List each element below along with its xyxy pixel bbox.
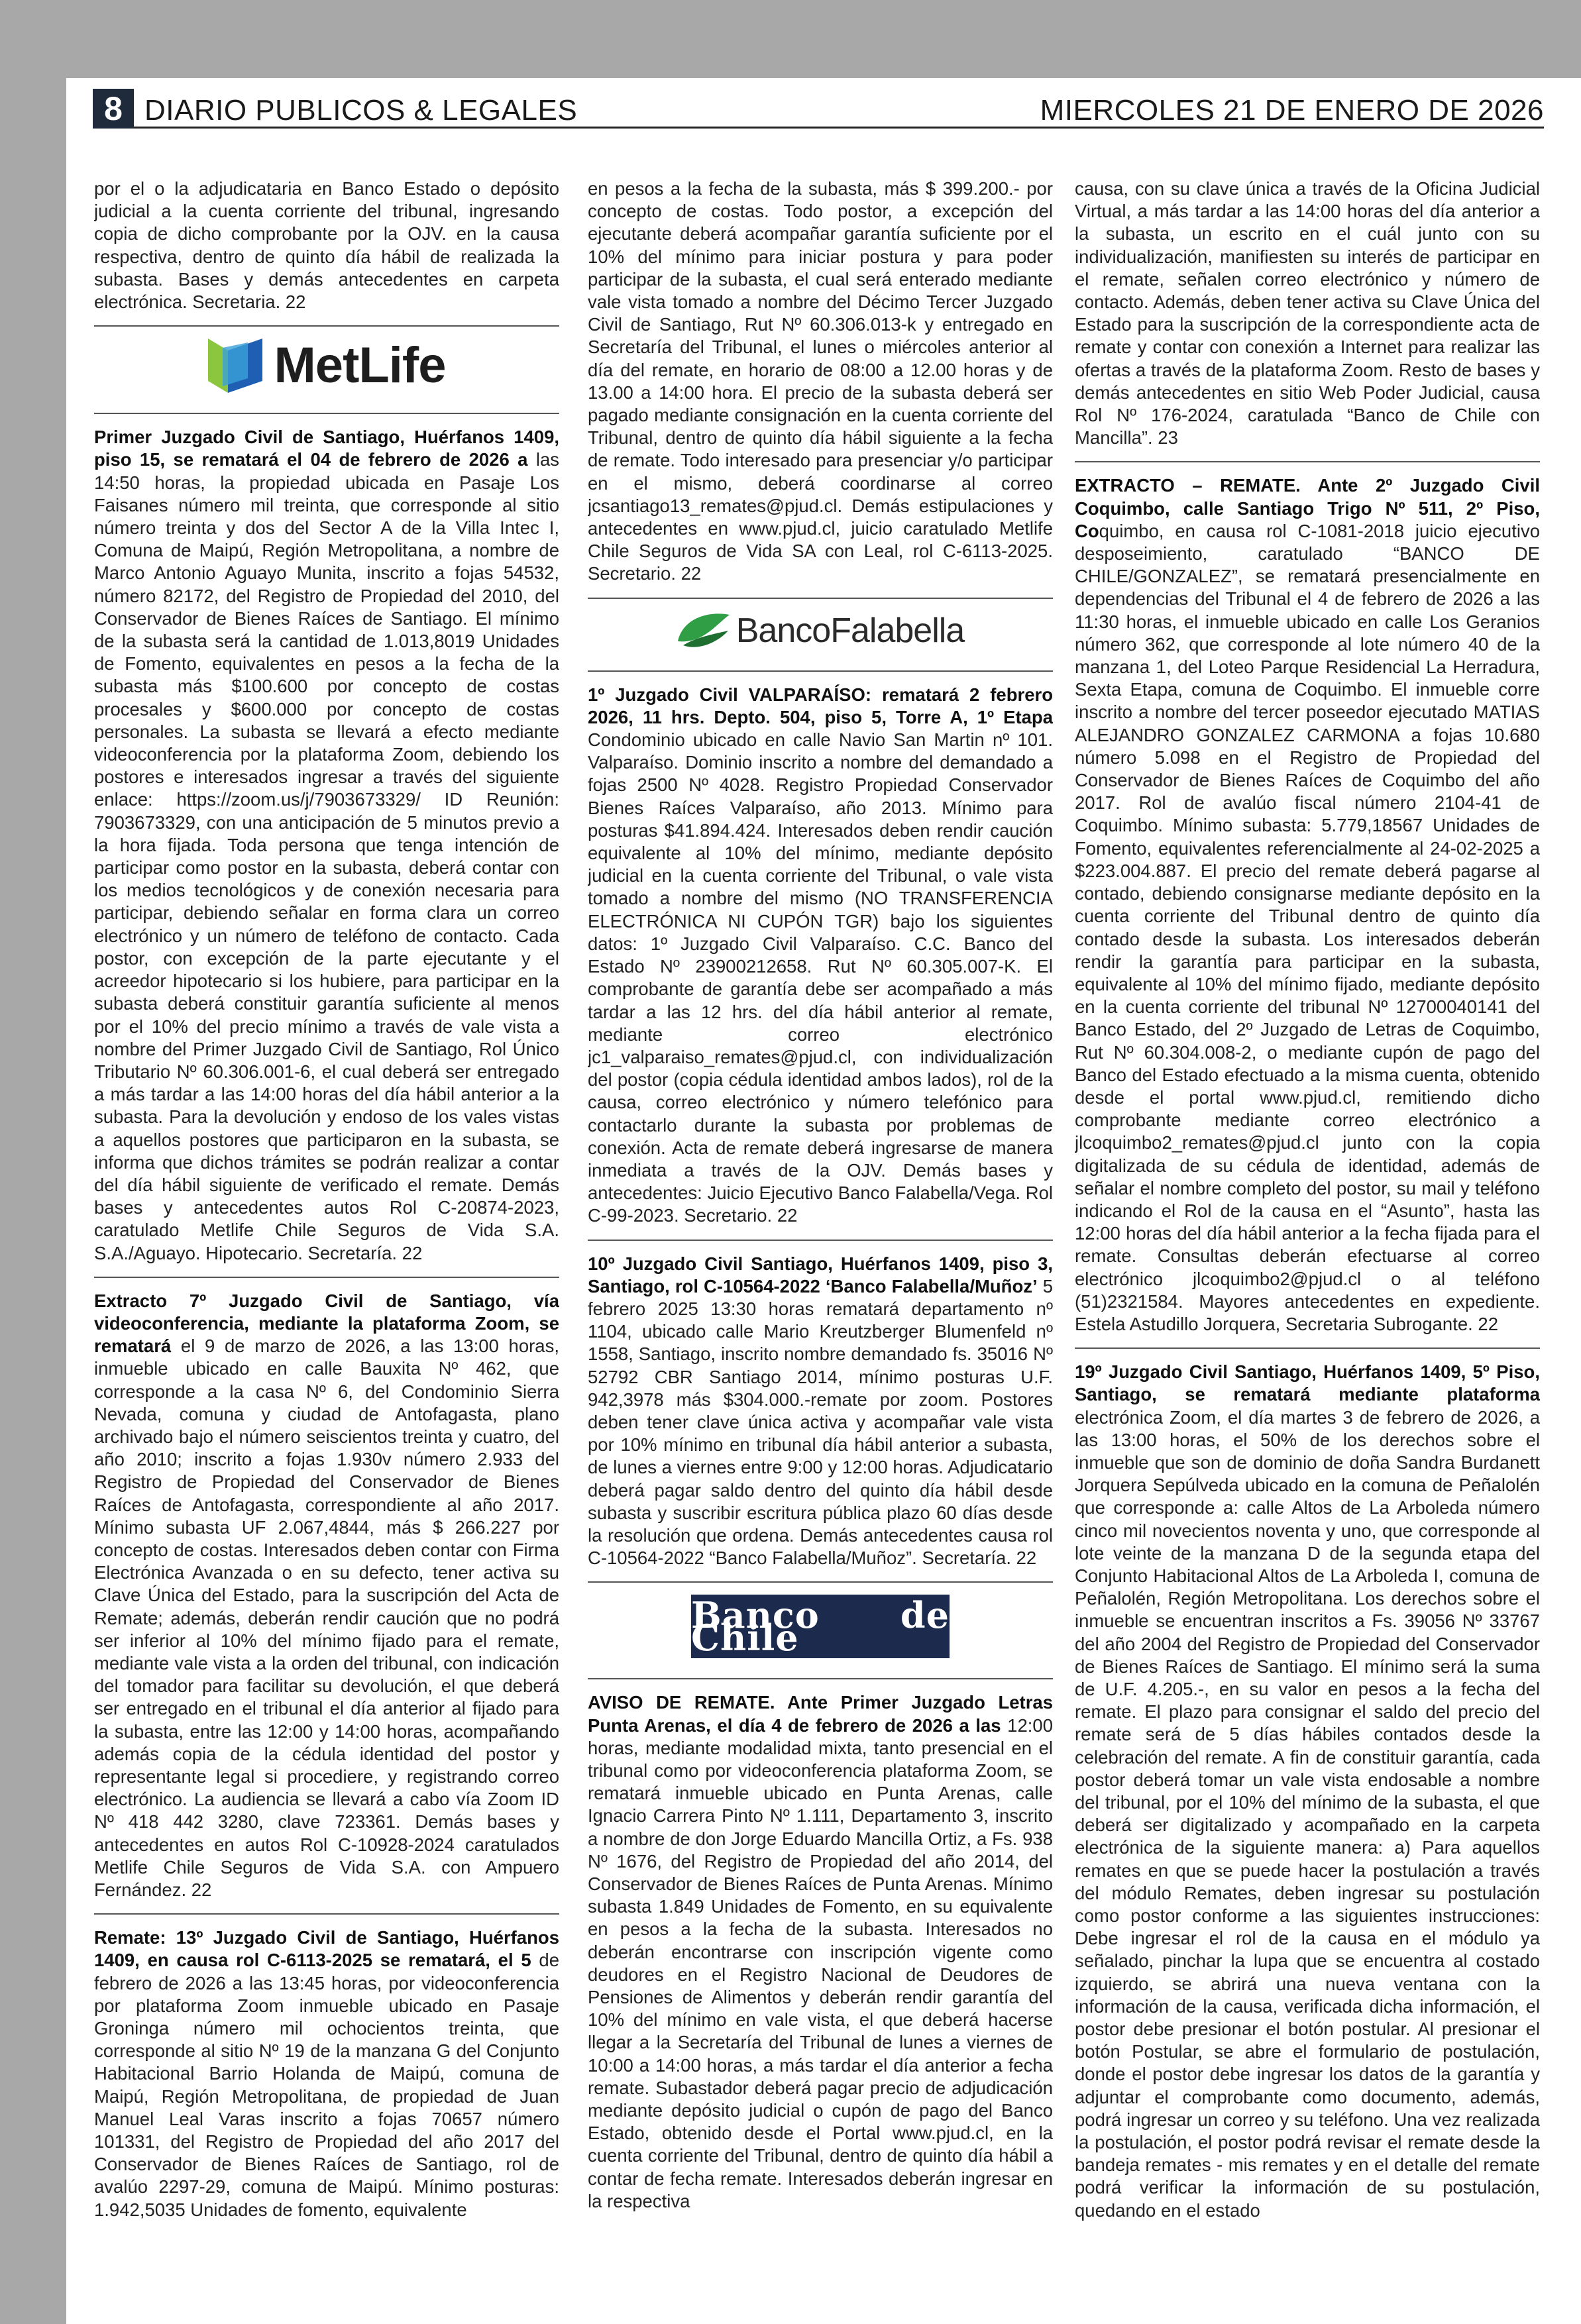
- notice: [94, 1290, 559, 1901]
- divider: [1075, 461, 1540, 462]
- metlife-mark-icon: [208, 339, 262, 393]
- divider: [588, 1678, 1053, 1679]
- notice-continuation: en pesos a la fecha de la subasta, más $ 399.200.- por concepto de costas. Todo postor, a excepción del ejecutante deberá acompañar garantía suficiente por el 10% del mínimo para iniciar postura y para poder participar de la subasta, el cual será enterado mediante vale vista tomado a nombre del Décimo Tercer Juzgado Civil de Santiago, Rut Nº 60.306.013-k y entregado en Secretaría del Tribunal, el lunes o miércoles anterior al día del remate, en horario de 08:00 a 12.00 horas y de 13.00 a 14:00 hora. El precio de la subasta deberá ser pagado mediante consignación en la cuenta corriente del Tribunal, dentro de quinto día hábil siguiente a la fecha de remate. Todo interesado para presenciar y/o participar en el mismo, deberá coordinarse al correo jcsantiago13_remates@pjud.cl. Demás estipulaciones y antecedentes en www.pjud.cl, juicio caratulado Metlife Chile Seguros de Vida SA con Leal, rol C-6113-2025. Secretario. 22: [588, 178, 1053, 584]
- column-2: [588, 178, 1053, 2271]
- divider: [1075, 1347, 1540, 1349]
- notice-body: 12:00 horas, mediante modalidad mixta, tanto presencial en el tribunal como por videoconferencia plataforma Zoom, se rematará inmueble ubicado en Punta Arenas, calle Ignacio Carrera Pinto Nº 1.111, Departamento 3, inscrito a nombre de don Jorge Eduardo Mancilla Ortiz, a Fs. 938 Nº 1676, del Registro de Propiedad del año 2014, del Conservador de Bienes Raíces de Punta Arenas. Mínimo subasta 1.849 Unidades de Fomento, en su equivalente en pesos a la fecha de la subasta. Interesados no deberán encontrarse con inscripción vigente como deudores en el Registro Nacional de Deudores de Pensiones de Alimentos y deberán rendir garantía del 10% del mínimo en vale vista, el que deberá hacerse llegar a la Secretaría del Tribunal de lunes a viernes de 10:00 a 14:00 horas, a más tardar el día anterior a fecha remate. Subastador deberá pagar precio de adjudicación mediante depósito judicial o cupón de pago del Banco Estado, obtenido desde el Portal www.pjud.cl, en la cuenta corriente del Tribunal, dentro de quinto día hábil a contar de fecha remate. Interesados deberán ingresar en la respectiva: [588, 1715, 1053, 2211]
- notice-body: las 14:50 horas, la propiedad ubicada en Pasaje Los Faisanes número mil treinta, que corresponde al sitio número treinta y dos del Sector A de la Villa Intec I, Comuna de Maipú, Región Metropolitana, a nombre de Marco Antonio Aguayo Munita, inscrito a fojas 54532, número 82172, del Registro de Propiedad del 2010, del Conservador de Bienes Raíces de Santiago. El mínimo de la subasta será la cantidad de 1.013,8019 Unidades de Fomento, equivalentes en pesos a la fecha de la subasta más $100.600 por concepto de costas procesales y $600.000 por concepto de costas personales. La subasta se llevará a efecto mediante videoconferencia por la plataforma Zoom, debiendo los postores e interesados ingresar a través del siguiente enlace: https://zoom.us/j/7903673329/ ID Reunión: 7903673329, con una anticipación de 5 minutos previo a la hora fijada. Toda persona que tenga intención de participar como postor en la subasta, deberá contar con los medios tecnológicos y de conexión necesaria para participar, debiendo señalar en forma clara un correo electrónico y un número de teléfono de contacto. Cada postor, con excepción de la parte ejecutante y el acreedor hipotecario si los hubiere, para participar en la subasta deberá constituir garantía suficiente al menos por el 10% del precio mínimo a través de vale vista a nombre del Primer Juzgado Civil de Santiago, Rol Único Tributario Nº 60.306.001-6, el cual deberá ser entregado a más tardar a las 14:00 horas del día hábil anterior a la subasta. Para la devolución y endoso de los vales vistas a aquellos postores que participaron en la subasta, se informa que dichos trámites se podrán realizar a contar del día hábil siguiente de verificado el remate. Demás bases y antecedentes autos Rol C-20874-2023, caratulado Metlife Chile Seguros de Vida S.A. S.A./Aguayo. Hipotecario. Secretaría. 22: [94, 449, 559, 1263]
- notice: [588, 1691, 1053, 2213]
- notice-heading: Remate: 13º Juzgado Civil de Santiago, Huérfanos 1409, en causa rol C-6113-2025 se rematará, el 5: [94, 1927, 559, 1971]
- notice: [588, 684, 1053, 1228]
- page-number: 8: [93, 89, 134, 129]
- falabella-word-banco: Banco: [736, 611, 831, 650]
- notice-heading: 19º Juzgado Civil Santiago, Huérfanos 1409, 5º Piso, Santiago, se rematará mediante plataforma: [1075, 1361, 1540, 1405]
- falabella-leaf-icon: [677, 611, 731, 651]
- notice-continuation: causa, con su clave única a través de la Oficina Judicial Virtual, a más tardar a las 14:00 horas del día anterior a la subasta, un escrito en el cuál junto con su individualización, manifiesten su interés de participar en el remate, señalen correo electrónico y número de contacto. Además, deben tener activa su Clave Única del Estado para la suscripción de la correspondiente acta de remate y contar con conexión a Internet para realizar las ofertas a través de la plataforma Zoom. Resto de bases y demás antecedentes en sitio Web Poder Judicial, causa Rol Nº 176-2024, caratulada “Banco de Chile con Mancilla”. 23: [1075, 178, 1540, 449]
- publication-name: DIARIO PUBLICOS & LEGALES: [144, 94, 578, 127]
- divider: [94, 1277, 559, 1278]
- column-3: [1075, 178, 1540, 2271]
- newspaper-page: [66, 78, 1581, 2324]
- notice: [588, 1253, 1053, 1570]
- metlife-logo: [94, 339, 559, 393]
- divider: [94, 413, 559, 414]
- notice: [1075, 1361, 1540, 2222]
- notice-heading: Extracto 7º Juzgado Civil de Santiago, vía videoconferencia, mediante la plataforma Zoom, se rematará: [94, 1290, 559, 1357]
- publication-date: MIERCOLES 21 DE ENERO DE 2026: [1040, 94, 1544, 127]
- notice-body: de febrero de 2026 a las 13:45 horas, por videoconferencia por plataforma Zoom inmueble ubicado en Pasaje Groninga número mil ochocientos treinta, que corresponde al sitio Nº 19 de la manzana G del Conjunto Habitacional Barrio Holanda de Maipú, comuna de Maipú, Región Metropolitana, de propiedad de Juan Manuel Leal Varas inscrito a fojas 70657 número 101331, del Registro de Propiedad del año 2017 del Conservador de Bienes Raíces de Santiago, rol de avalúo 2297-29, comuna de Maipú. Mínimo posturas: 1.942,5035 Unidades de fomento, equivalente: [94, 1950, 559, 2220]
- metlife-wordmark: MetLife: [274, 337, 446, 394]
- banco-de-chile-wordmark: Banco de Chile: [691, 1594, 950, 1660]
- notice-continuation: por el o la adjudicataria en Banco Estado o depósito judicial a la cuenta corriente del tribunal, ingresando copia de dicho comprobante por la OJV. en la causa respectiva, dentro de quinto día hábil de realizada la subasta. Bases y demás antecedentes en carpeta electrónica. Secretaria. 22: [94, 178, 559, 313]
- divider: [94, 325, 559, 327]
- banco-falabella-logo: [588, 611, 1053, 651]
- divider: [94, 1913, 559, 1915]
- banco-de-chile-logo: [588, 1595, 1053, 1658]
- column-1: [94, 178, 559, 2271]
- notice-heading: AVISO DE REMATE. Ante Primer Juzgado Letras Punta Arenas, el día 4 de febrero de 2026 a las: [588, 1692, 1053, 1736]
- notice: [94, 426, 559, 1265]
- notice-body: Condominio ubicado en calle Navio San Martin nº 101. Valparaíso. Dominio inscrito a nombre del demandado a fojas 2500 Nº 4028. Registro Propiedad Conservador Bienes Raíces Valparaíso, año 2013. Mínimo para posturas $41.894.424. Interesados deben rendir caución equivalente al 10% del mínimo, mediante depósito judicial en la cuenta corriente del Tribunal, o vale vista tomado a nombre del mismo (NO TRANSFERENCIA ELECTRÓNICA NI CUPÓN TGR) bajo los siguientes datos: 1º Juzgado Civil Valparaíso. C.C. Banco del Estado Nº 23900212658. Rut Nº 60.305.007-K. El comprobante de garantía debe ser acompañado a más tardar a las 12 hrs. del día hábil anterior al remate, mediante correo electrónico jc1_valparaiso_remates@pjud.cl, con individualización del postor (copia cédula identidad ambos lados), rol de la causa, correo electrónico y número telefónico para contactarlo durante la subasta por problemas de conexión. Acta de remate deberá ingresarse de manera inmediata a través de la OJV. Demás bases y antecedentes: Juicio Ejecutivo Banco Falabella/Vega. Rol C-99-2023. Secretario. 22: [588, 729, 1053, 1226]
- divider: [588, 1240, 1053, 1241]
- notice-body: quimbo, en causa rol C-1081-2018 juicio ejecutivo desposeimiento, caratulado “BANCO DE CHILE/GONZALEZ”, se rematará presencialmente en dependencias del Tribunal el 4 de febrero de 2026 a las 11:30 horas, el inmueble ubicado en calle Los Geranios número 362, que corresponde al lote número 40 de la manzana 1, del Loteo Parque Residencial La Herradura, Sexta Etapa, comuna de Coquimbo. El inmueble corre inscrito a nombre del tercer poseedor ejecutado MATIAS ALEJANDRO GONZALEZ CARMONA a fojas 10.680 número 5.098 en el Registro de Propiedad del Conservador de Bienes Raíces de Coquimbo del año 2017. Rol de avalúo fiscal número 2104-41 de Coquimbo. Mínimo subasta: 5.779,18567 Unidades de Fomento, equivalentes referencialmente al 24-02-2025 a $223.004.887. El precio del remate deberá pagarse al contado, debiendo consignarse mediante depósito en la cuenta corriente del Tribunal dentro de quinto día contado desde la subasta. Los interesados deberán rendir la garantía para participar en la subasta, equivalente al 10% del mínimo fijado, mediante depósito en la cuenta corriente del tribunal Nº 12700040141 del Banco Estado, del 2º Juzgado de Letras de Coquimbo, Rut Nº 60.304.008-2, o mediante cupón de pago del Banco del Estado efectuado a la misma cuenta, obtenido desde el portal www.pjud.cl, remitiendo dicho comprobante mediante correo electrónico a jlcoquimbo2_remates@pjud.cl junto con la copia digitalizada de su cédula de identidad, además de señalar el nombre completo del postor, su mail y teléfono indicando el Rol de la causa en el “Asunto”, hasta las 12:00 horas del día hábil anterior a la fecha fijada para el remate. Consultas deberán efectuarse al correo electrónico jlcoquimbo2@pjud.cl o al teléfono (51)2321584. Mayores antecedentes en expediente. Estela Astudillo Jorquera, Secretaria Subrogante. 22: [1075, 520, 1540, 1334]
- notice: [94, 1927, 559, 2221]
- notice: [1075, 474, 1540, 1336]
- notice-body: el 9 de marzo de 2026, a las 13:00 horas, inmueble ubicado en calle Bauxita Nº 462, que corresponde a la casa Nº 6, del Condominio Sierra Nevada, comuna y ciudad de Antofagasta, plano archivado bajo el número seiscientos treinta y cuatro, del año 2010; inscrito a fojas 1.930v número 2.933 del Registro de Propiedad del Conservador de Bienes Raíces de Antofagasta, correspondiente al año 2017. Mínimo subasta UF 2.067,4844, más $ 266.227 por concepto de costas. Interesados deben contar con Firma Electrónica Avanzada o en su defecto, tener activa su Clave Única del Estado, para la suscripción del Acta de Remate; además, deberán rendir caución que no podrá ser inferior al 10% del mínimo fijado para el remate, mediante vale vista a la orden del tribunal, con indicación del tomador para facilitar su devolución, el que deberá ser entregado en el tribunal el día anterior al fijado para la subasta, entre las 12:00 y 14:00 horas, acompañando además copia de la cédula identidad del postor y representante legal si procediere, y registrando correo electrónico. La audiencia se llevará a cabo vía Zoom ID Nº 418 442 3280, clave 723361. Demás bases y antecedentes en autos Rol C-10928-2024 caratulados Metlife Chile Seguros de Vida S.A. con Ampuero Fernández. 22: [94, 1336, 559, 1901]
- divider: [588, 670, 1053, 672]
- divider: [588, 1581, 1053, 1583]
- notice-heading: Primer Juzgado Civil de Santiago, Huérfanos 1409, piso 15, se rematará el 04 de febrero de 2026 a: [94, 427, 559, 470]
- divider: [588, 598, 1053, 599]
- notice-heading: EXTRACTO – REMATE. Ante 2º Juzgado Civil Coquimbo, calle Santiago Trigo Nº 511, 2º Piso, Co: [1075, 475, 1540, 541]
- notice-heading: 10º Juzgado Civil Santiago, Huérfanos 1409, piso 3, Santiago, rol C-10564-2022 ‘Banco Falabella/Muñoz’: [588, 1253, 1053, 1296]
- notice-heading: 1º Juzgado Civil VALPARAÍSO: rematará 2 febrero 2026, 11 hrs. Depto. 504, piso 5, Torre A, 1º Etapa: [588, 684, 1053, 727]
- notice-body: electrónica Zoom, el día martes 3 de febrero de 2026, a las 13:00 horas, el 50% de los derechos sobre el inmueble que son de dominio de doña Sandra Burdanett Jorquera Sepúlveda ubicado en la comuna de Peñalolén que corresponde a: calle Altos de La Arboleda número cinco mil novecientos noventa y uno, que corresponde al lote veinte de la manzana D de la segunda etapa del Conjunto Habitacional Altos de La Arboleda I, comuna de Peñalolén, Región Metropolitana. Los derechos sobre el inmueble se encuentran inscritos a Fs. 39056 Nº 33767 del año 2004 del Registro de Propiedad del Conservador de Bienes Raíces de Santiago. El mínimo será la suma de U.F. 4.205.-, en su valor en pesos a la fecha del remate. El plazo para consignar el saldo del precio del remate será de 5 días hábiles contados desde la celebración del remate. A fin de constituir garantía, cada postor deberá tomar un vale vista endosable a nombre del tribunal, por el 10% del mínimo de la subasta, el que deberá ser digitalizado y acompañado en la carpeta electrónica de la siguiente manera: a) Para aquellos remates en que se puede hacer la postulación a través del módulo Remates, deben ingresar su postulación como postor conforme a las siguientes instrucciones: Debe ingresar el rol de la causa en el módulo ya señalado, pinchar la lupa que se encuentra al costado izquierdo, se abrirá una nueva ventana con la información de la causa, verificada dicha información, el postor debe presionar el botón postular. Al presionar el botón Postular, se abre el formulario de postulación, donde el postor debe ingresar los datos de la garantía y adjuntar el comprobante como documento, además, podrá ingresar un correo y su teléfono. Una vez realizada la postulación, el postor podrá revisar el remate desde la bandeja remates - mis remates y en el detalle del remate podrá verificar la información de su postulación, quedando en el estado: [1075, 1406, 1540, 2221]
- falabella-word-falabella: Falabella: [830, 611, 965, 650]
- page-header: [93, 86, 1544, 129]
- notice-body: 5 febrero 2025 13:30 horas rematará departamento nº 1104, ubicado calle Mario Kreutzberger Blumenfeld nº 1558, Santiago, inscrito nombre demandado fs. 35016 Nº 52792 CBR Santiago 2014, mínimo posturas U.F. 942,3978 más $304.000.-remate por zoom. Postores deben tener clave única activa y acompañar vale vista por 10% mínimo en tribunal día hábil anterior a subasta, de lunes a viernes entre 9:00 y 12:00 horas. Adjudicatario deberá pagar saldo dentro del quinto día hábil desde subasta y suscribir escritura pública plazo 60 días desde la resolución que ordena. Demás antecedentes causa rol C-10564-2022 “Banco Falabella/Muñoz”. Secretaría. 22: [588, 1275, 1053, 1569]
